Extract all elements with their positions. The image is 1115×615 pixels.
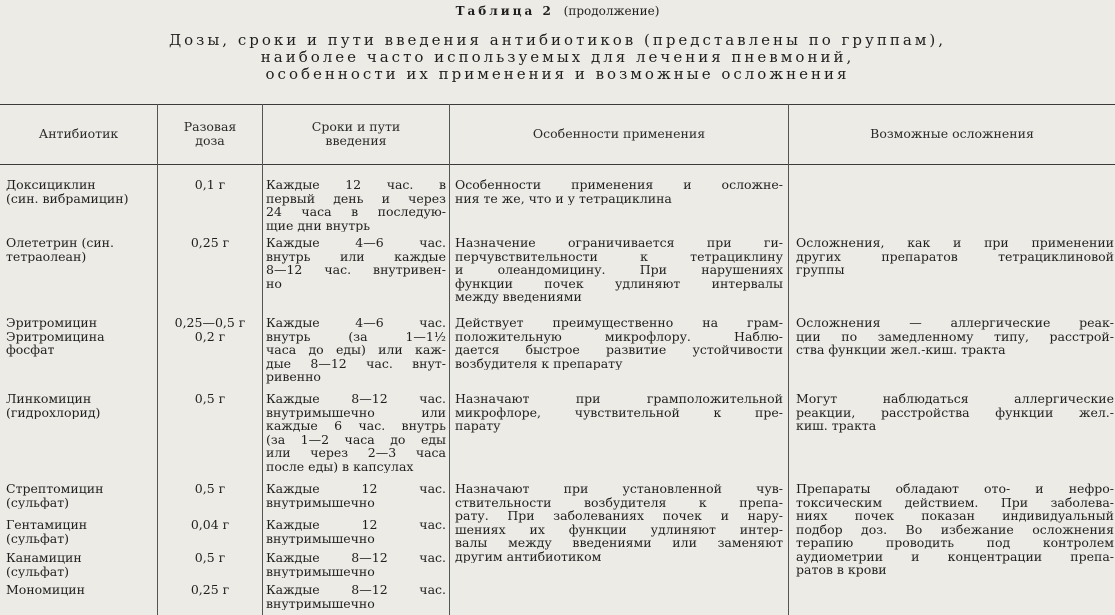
column-header-label: Особенности применения [532,126,706,141]
cell-line: но [266,275,282,290]
cell-line: терапию проводить под контролем [796,535,1114,550]
cell-line: Линкомицин [6,392,92,406]
cell-line: положительную микрофлору. Наблю- [455,328,783,344]
cell-line: подбор доз. Во избежание осложнения [796,521,1114,537]
cell-line: (гидрохлорид) [6,404,101,419]
cell-route [266,518,446,545]
cell-line: каждые 6 час. внутрь [266,418,446,433]
cell-antibiotic [6,316,156,357]
cell-line: 0,5 г [194,392,226,406]
column-header-route [263,104,449,164]
cell-line: Эритромицин [6,316,98,330]
cell-line: Гентамицин [6,518,88,532]
cell-line: внутримышечно [266,530,375,545]
cell-line: Назначают при грамположительной [455,392,783,406]
cell-route [266,392,446,473]
cell-line: после еды) в капсулах [266,458,414,473]
cell-line: Канамицин [6,551,82,565]
cell-line: Каждые 4—6 час. [266,316,446,330]
cell-complications [796,482,1114,577]
cell-line: ции по замедленному типу, расстрой- [796,328,1114,344]
cell-line: внутрь или каждые [266,248,446,264]
column-header-label: Антибиотик [38,126,119,141]
cell-dose [158,236,262,250]
cell-features [455,316,783,370]
cell-line: (сульфат) [6,530,70,545]
title-line: особенности их применения и возможные осложнения [265,65,850,83]
column-header-label: Сроки и пути введения [311,119,401,148]
cell-antibiotic [6,482,156,509]
cell-line: Осложнения, как и при применении [796,236,1114,250]
cell-dose [158,316,262,343]
title-line: наиболее часто используемых для лечения пневмоний, [260,48,855,66]
cell-line: ния те же, что и у тетрациклина [455,190,672,205]
column-divider [788,104,789,615]
column-divider [262,104,263,615]
cell-line: Доксициклин [6,178,96,192]
cell-line: (за 1—2 часа до еды [266,431,446,447]
cell-dose [158,551,262,565]
cell-antibiotic [6,236,156,263]
cell-line: внутримышечно [266,595,375,610]
cell-line: реакции, расстройства функции жел.- [796,404,1114,420]
cell-line: 0,2 г [194,328,226,343]
cell-dose [158,482,262,496]
cell-line: возбудителя к препарату [455,355,623,370]
cell-line: ривенно [266,369,321,384]
cell-line: часа до еды) или каж- [266,342,446,357]
cell-line: щие дни внутрь [266,217,371,232]
table-title [0,32,1115,83]
cell-line: микрофлоре, чувствительной к пре- [455,404,783,420]
cell-line: Каждые 8—12 час. [266,583,446,597]
column-header-complications [789,104,1115,164]
cell-line: дается быстрое развитие устойчивости [455,342,783,357]
cell-line: функции почек удлиняют интервалы [455,275,783,291]
cell-dose [158,583,262,597]
cell-line: (сульфат) [6,494,70,509]
cell-line: 0,5 г [194,551,226,565]
cell-dose [158,178,262,192]
cell-line: внутрь (за 1—1½ [266,328,446,344]
cell-line: 0,04 г [190,518,230,532]
cell-line: Назначают при установленной чув- [455,482,783,496]
cell-line: ства функции жел.-киш. тракта [796,342,1006,357]
cell-line: киш. тракта [796,418,877,433]
cell-line: и олеандомицину. При нарушениях [455,262,783,277]
cell-line: группы [796,262,845,277]
cell-line: перчувствительности к тетрациклину [455,248,783,264]
header-bottom-rule [0,164,1115,165]
cell-complications [796,392,1114,433]
cell-line: фосфат [6,342,55,357]
cell-complications [796,236,1114,277]
column-header-dose [158,104,262,164]
cell-line: (сульфат) [6,563,70,578]
cell-line: 0,25 г [190,583,230,597]
cell-features [455,178,783,205]
column-divider [449,104,450,615]
cell-line: Действует преимущественно на грам- [455,316,783,330]
cell-route [266,583,446,610]
cell-line: тетраолеан) [6,248,87,263]
table-number: Таблица 2 [455,4,554,18]
cell-line: внутримышечно [266,563,375,578]
cell-features [455,482,783,563]
cell-line: 0,5 г [194,482,226,496]
cell-line: (син. вибрамицин) [6,190,129,205]
cell-line: шениях их функции удлиняют интер- [455,521,783,537]
cell-complications [796,316,1114,357]
cell-line: Осложнения — аллергические реак- [796,316,1114,330]
cell-line: валы между введениями или заменяют [455,535,783,550]
table-continuation-note: (продолжение) [563,4,660,18]
cell-line: 0,1 г [194,178,226,192]
cell-line: Каждые 4—6 час. [266,236,446,250]
cell-dose [158,518,262,532]
cell-line: 0,25—0,5 г [174,316,246,330]
cell-line: Могут наблюдаться аллергические [796,392,1114,406]
cell-line: 8—12 час. внутривен- [266,262,446,277]
cell-line: между введениями [455,289,582,304]
cell-features [455,392,783,433]
cell-line: Олететрин (син. [6,236,114,250]
cell-line: Мономицин [6,583,85,597]
cell-line: Каждые 8—12 час. [266,392,446,406]
cell-route [266,178,446,232]
cell-line: 0,25 г [190,236,230,250]
cell-antibiotic [6,178,156,205]
cell-line: Каждые 12 час. [266,482,446,496]
cell-line: внутримышечно или [266,404,446,420]
title-line: Дозы, сроки и пути введения антибиотиков (представлены по группам), [168,31,947,49]
table-label [0,4,1115,18]
cell-antibiotic [6,551,156,578]
cell-antibiotic [6,583,156,597]
cell-line: внутримышечно [266,494,375,509]
cell-line: Каждые 8—12 час. [266,551,446,565]
cell-line: ниях почек показан индивидуальный [796,508,1114,523]
column-header-label: Возможные осложнения [870,126,1034,141]
cell-antibiotic [6,518,156,545]
cell-features [455,236,783,304]
column-header-features [450,104,788,164]
cell-line: Препараты обладают ото- и нефро- [796,482,1114,496]
cell-line: Эритромицина [6,328,105,344]
cell-route [266,236,446,290]
column-header-antibiotic [0,104,157,164]
cell-line: Особенности применения и осложне- [455,178,783,192]
cell-line: или через 2—3 часа [266,445,446,460]
cell-line: парату [455,418,501,433]
cell-route [266,316,446,384]
cell-line: первый день и через [266,190,446,206]
cell-line: дые 8—12 час. внут- [266,355,446,371]
cell-line: токсическим действием. При заболева- [796,494,1114,510]
cell-route [266,482,446,509]
cell-line: другим антибиотиком [455,548,602,563]
cell-line: ствительности возбудителя к препа- [455,494,783,510]
cell-line: рату. При заболеваниях почек и нару- [455,508,783,523]
cell-line: других препаратов тетрациклиновой [796,248,1114,264]
cell-dose [158,392,262,406]
cell-line: Каждые 12 час. в [266,178,446,192]
cell-line: Стрептомицин [6,482,104,496]
cell-line: ратов в крови [796,562,887,577]
cell-line: Каждые 12 час. [266,518,446,532]
cell-antibiotic [6,392,156,419]
cell-line: аудиометрии и концентрации препа- [796,548,1114,564]
column-header-label: Разовая доза [183,119,237,148]
cell-route [266,551,446,578]
cell-line: Назначение ограничивается при ги- [455,236,783,250]
cell-line: 24 часа в последую- [266,204,446,219]
